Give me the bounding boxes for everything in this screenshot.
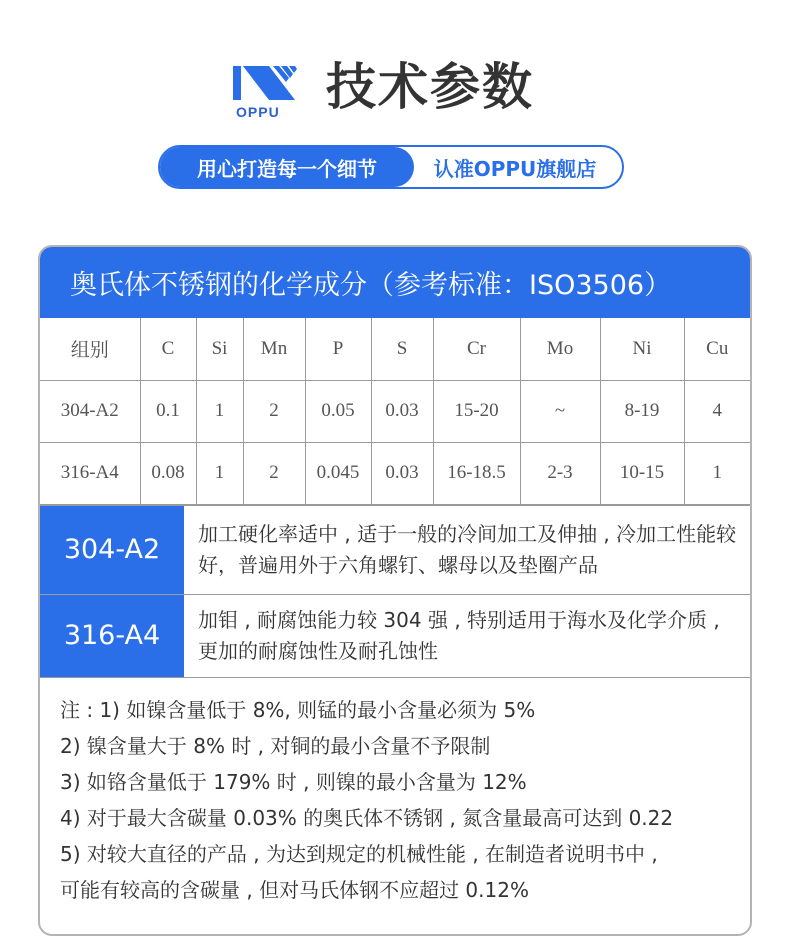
table-cell: 4 — [684, 380, 750, 442]
grade-description: 加钼 , 耐腐蚀能力较 304 强 , 特别适用于海水及化学介质 , 更加的耐腐蚀性及耐孔蚀性 — [198, 607, 720, 663]
logo-text: OPPU — [236, 104, 280, 120]
grade-description: 加工硬化率适中 , 适于一般的冷间加工及伸抽 , 冷加工性能较好，普遍用外于六角螺钉、螺母以及垫圈产品 — [198, 521, 737, 577]
table-cell: 1 — [684, 442, 750, 504]
header-cell: P — [305, 318, 371, 380]
note-line: 5) 对较大直径的产品 , 为达到规定的机械性能 , 在制造者说明书中 , — [60, 841, 658, 866]
table-cell: 0.08 — [140, 442, 196, 504]
table-cell: 316-A4 — [40, 442, 140, 504]
header-cell: C — [140, 318, 196, 380]
table-cell: 2-3 — [520, 442, 600, 504]
table-cell: 2 — [243, 442, 305, 504]
slogan-right-text: 认准OPPU旗舰店 — [433, 156, 597, 181]
spec-card — [38, 245, 752, 936]
table-cell: 2 — [243, 380, 305, 442]
table-cell: 0.045 — [305, 442, 371, 504]
table-cell: ~ — [520, 380, 600, 442]
card-title: 奥氏体不锈钢的化学成分（参考标准：ISO3506） — [40, 247, 750, 318]
grade-row-316-a4 — [40, 594, 750, 677]
note-line: 2) 镍含量大于 8% 时 , 对铜的最小含量不予限制 — [60, 733, 491, 758]
table-cell: 16-18.5 — [433, 442, 520, 504]
table-cell: 8-19 — [600, 380, 684, 442]
header-cell: Cu — [684, 318, 750, 380]
note-line: 注 : 1) 如镍含量低于 8%, 则锰的最小含量必须为 5% — [60, 697, 536, 722]
note-line: 4) 对于最大含碳量 0.03% 的奥氏体不锈钢 , 氮含量最高可达到 0.22 — [60, 805, 674, 830]
header-cell: Si — [196, 318, 243, 380]
header-cell: Ni — [600, 318, 684, 380]
note-line: 3) 如铬含量低于 179% 时 , 则镍的最小含量为 12% — [60, 769, 527, 794]
composition-table — [40, 318, 750, 505]
table-row — [40, 442, 750, 504]
table-cell: 304-A2 — [40, 380, 140, 442]
note-line: 可能有较高的含碳量 , 但对马氏体钢不应超过 0.12% — [60, 877, 529, 902]
grade-label: 304-A2 — [40, 506, 184, 594]
page-title: 技术参数 — [326, 58, 534, 116]
table-cell: 1 — [196, 442, 243, 504]
slogan-banner — [158, 145, 624, 189]
header-cell: 组别 — [40, 318, 140, 380]
table-cell: 0.03 — [371, 442, 433, 504]
table-cell: 1 — [196, 380, 243, 442]
grade-label: 316-A4 — [40, 595, 184, 677]
table-cell: 10-15 — [600, 442, 684, 504]
grade-row-304-a2 — [40, 505, 750, 594]
table-cell: 15-20 — [433, 380, 520, 442]
header-cell: Mo — [520, 318, 600, 380]
header-cell: Cr — [433, 318, 520, 380]
header-cell: S — [371, 318, 433, 380]
table-cell: 0.1 — [140, 380, 196, 442]
table-cell: 0.03 — [371, 380, 433, 442]
header-cell: Mn — [243, 318, 305, 380]
table-cell: 0.05 — [305, 380, 371, 442]
table-header-row — [40, 318, 750, 380]
slogan-left-text: 用心打造每一个细节 — [160, 147, 414, 187]
table-row — [40, 380, 750, 442]
notes-section — [40, 677, 750, 908]
